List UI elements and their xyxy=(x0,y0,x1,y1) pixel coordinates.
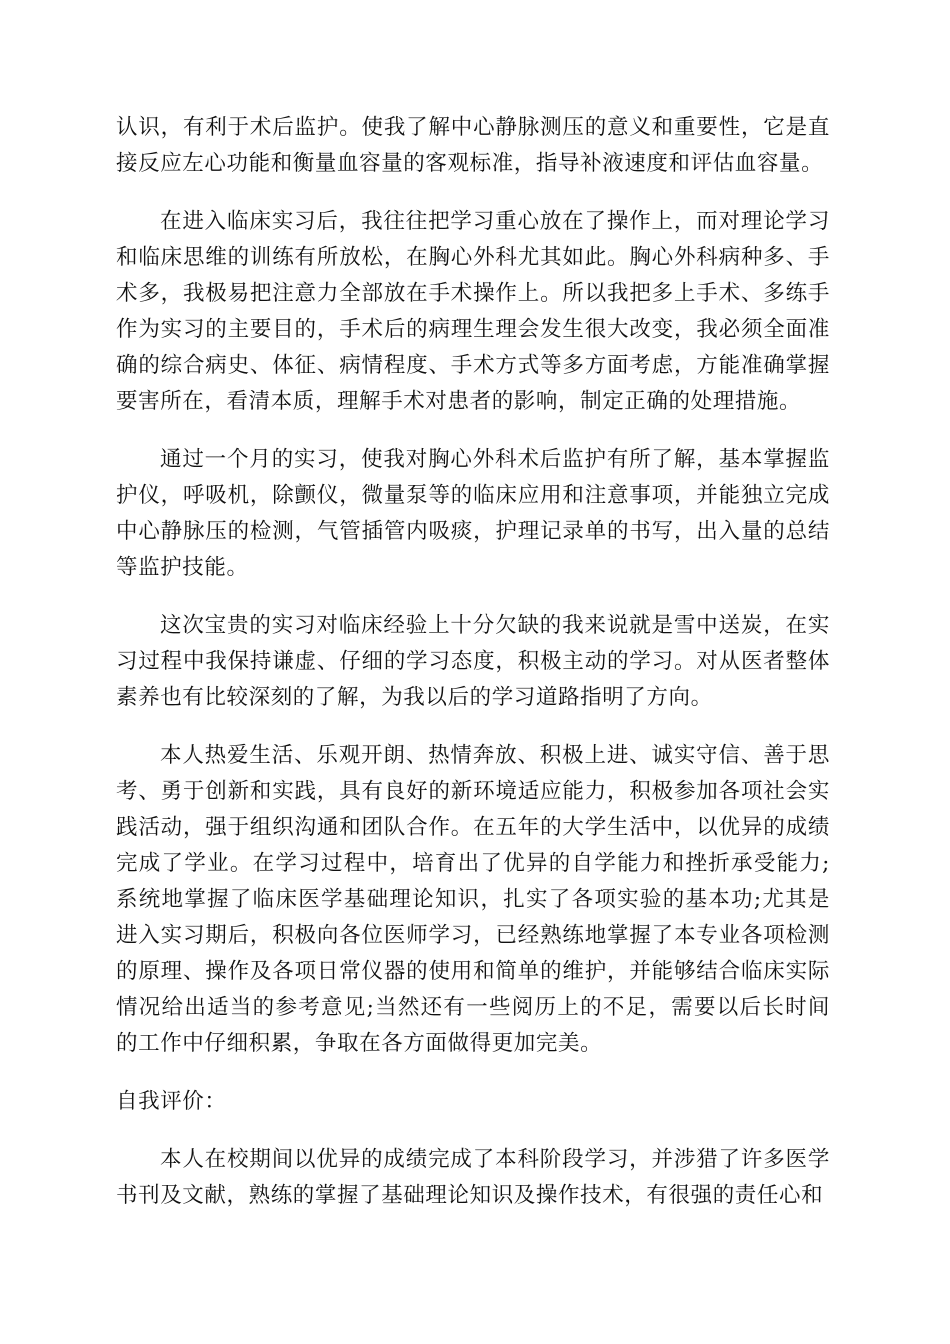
paragraph-continuation: 认识，有利于术后监护。使我了解中心静脉测压的意义和重要性，它是直接反应左心功能和衡量血容量的客观标准，指导补液速度和评估血容量。 xyxy=(116,115,830,176)
section-heading-self-evaluation: 自我评价： xyxy=(116,1089,227,1114)
document-page xyxy=(116,110,830,1236)
paragraph-monitoring-skills: 通过一个月的实习，使我对胸心外科术后监护有所了解，基本掌握监护仪，呼吸机，除颤仪，微量泵等的临床应用和注意事项，并能独立完成中心静脉压的检测，气管插管内吸痰，护理记录单的书写，出入量的总结等监护技能。 xyxy=(116,447,830,580)
paragraph-personal-summary: 本人热爱生活、乐观开朗、热情奔放、积极上进、诚实守信、善于思考、勇于创新和实践，具有良好的新环境适应能力，积极参加各项社会实践活动，强于组织沟通和团队合作。在五年的大学生活中，以优异的成绩完成了学业。在学习过程中，培育出了优异的自学能力和挫折承受能力;系统地掌握了临床医学基础理论知识，扎实了各项实验的基本功;尤其是进入实习期后，积极向各位医师学习，已经熟练地掌握了本专业各项检测的原理、操作及各项日常仪器的使用和简单的维护，并能够结合临床实际情况给出适当的参考意见;当然还有一些阅历上的不足，需要以后长时间的工作中仔细积累，争取在各方面做得更加完美。 xyxy=(116,743,830,1056)
paragraph-self-evaluation: 本人在校期间以优异的成绩完成了本科阶段学习，并涉猎了许多医学书刊及文献，熟练的掌握了基础理论知识及操作技术，有很强的责任心和 xyxy=(116,1147,830,1208)
paragraph-clinical-practice: 在进入临床实习后，我往往把学习重心放在了操作上，而对理论学习和临床思维的训练有所放松，在胸心外科尤其如此。胸心外科病种多、手术多，我极易把注意力全部放在手术操作上。所以我把多上手术、多练手作为实习的主要目的，手术后的病理生理会发生很大改变，我必须全面准确的综合病史、体征、病情程度、手术方式等多方面考虑，方能准确掌握要害所在，看清本质，理解手术对患者的影响，制定正确的处理措施。 xyxy=(116,209,830,414)
paragraph-internship-value: 这次宝贵的实习对临床经验上十分欠缺的我来说就是雪中送炭，在实习过程中我保持谦虚、仔细的学习态度，积极主动的学习。对从医者整体素养也有比较深刻的了解，为我以后的学习道路指明了方向。 xyxy=(116,613,830,710)
